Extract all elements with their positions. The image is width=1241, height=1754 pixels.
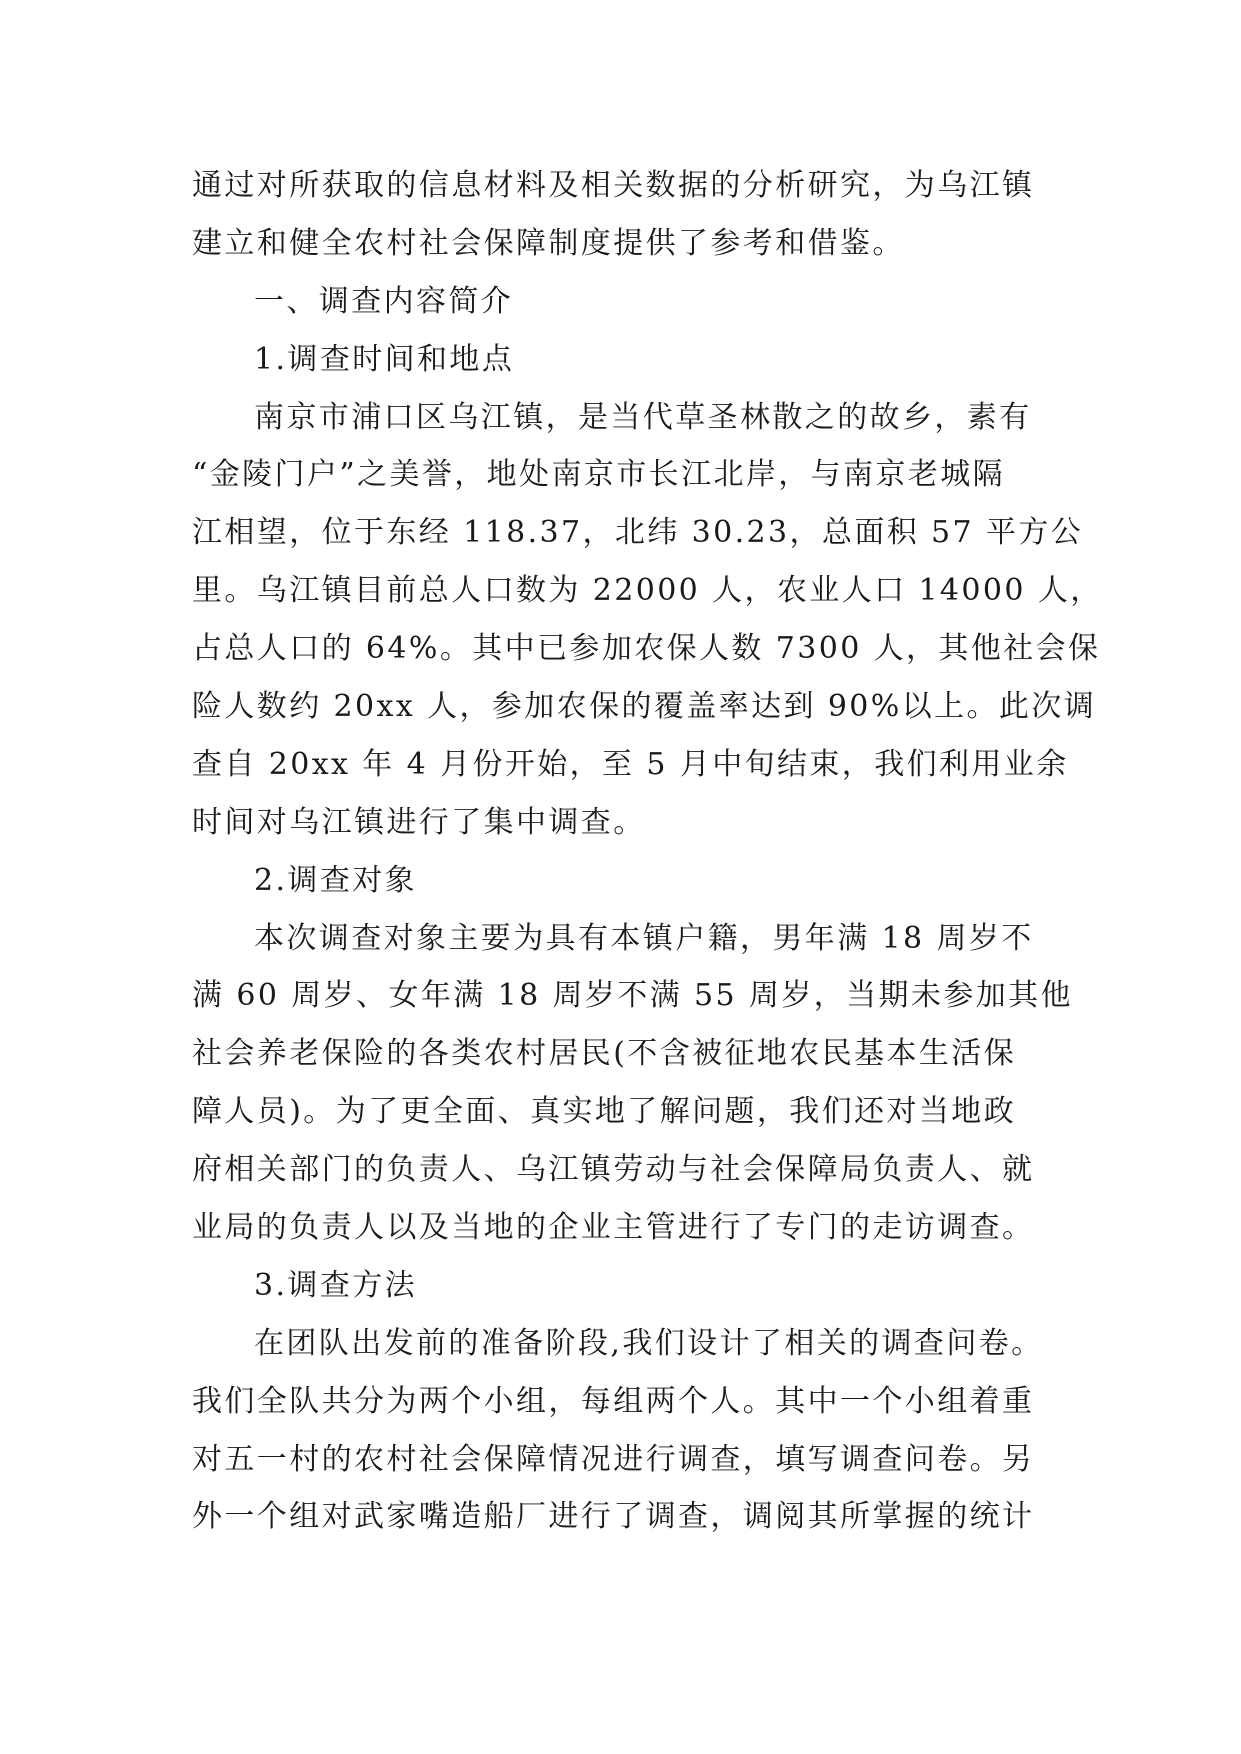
paragraph-first-line: 本次调查对象主要为具有本镇户籍，男年满 18 周岁不 xyxy=(254,920,1034,956)
body-line: 满 60 周岁、女年满 18 周岁不满 55 周岁，当期未参加其他 xyxy=(192,978,1073,1014)
body-line: “金陵门户”之美誉，地处南京市长江北岸，与南京老城隔 xyxy=(192,457,1006,493)
body-line: 障人员)。为了更全面、真实地了解问题，我们还对当地政 xyxy=(192,1094,1017,1130)
body-line: 业局的负责人以及当地的企业主管进行了专门的走访调查。 xyxy=(192,1210,1035,1246)
body-line: 对五一村的农村社会保障情况进行调查，填写调查问卷。另 xyxy=(192,1441,1035,1477)
section-heading: 一、调查内容简介 xyxy=(254,283,514,319)
body-line: 府相关部门的负责人、乌江镇劳动与社会保障局负责人、就 xyxy=(192,1152,1035,1188)
subsection-heading: 1.调查时间和地点 xyxy=(254,341,515,377)
body-line: 社会养老保险的各类农村居民(不含被征地农民基本生活保 xyxy=(192,1036,1017,1072)
body-line: 通过对所获取的信息材料及相关数据的分析研究，为乌江镇 xyxy=(192,168,1035,203)
body-line: 时间对乌江镇进行了集中调查。 xyxy=(192,804,646,840)
body-line: 险人数约 20xx 人，参加农保的覆盖率达到 90%以上。此次调 xyxy=(192,689,1097,725)
body-line: 江相望，位于东经 118.37，北纬 30.23，总面积 57 平方公 xyxy=(192,515,1084,551)
subsection-heading: 3.调查方法 xyxy=(254,1267,418,1303)
subsection-heading: 2.调查对象 xyxy=(254,862,418,898)
document-body xyxy=(192,157,1103,1546)
body-line: 查自 20xx 年 4 月份开始，至 5 月中旬结束，我们利用业余 xyxy=(192,746,1069,782)
body-line: 里。乌江镇目前总人口数为 22000 人，农业人口 14000 人， xyxy=(192,573,1103,609)
paragraph-first-line: 在团队出发前的准备阶段,我们设计了相关的调查问卷。 xyxy=(254,1325,1044,1361)
body-line: 建立和健全农村社会保障制度提供了参考和借鉴。 xyxy=(192,225,905,261)
paragraph-first-line: 南京市浦口区乌江镇，是当代草圣林散之的故乡，素有 xyxy=(254,399,1032,435)
body-line: 我们全队共分为两个小组，每组两个人。其中一个小组着重 xyxy=(192,1383,1035,1419)
body-line: 外一个组对武家嘴造船厂进行了调查，调阅其所掌握的统计 xyxy=(192,1499,1035,1535)
body-line: 占总人口的 64%。其中已参加农保人数 7300 人，其他社会保 xyxy=(192,631,1101,667)
